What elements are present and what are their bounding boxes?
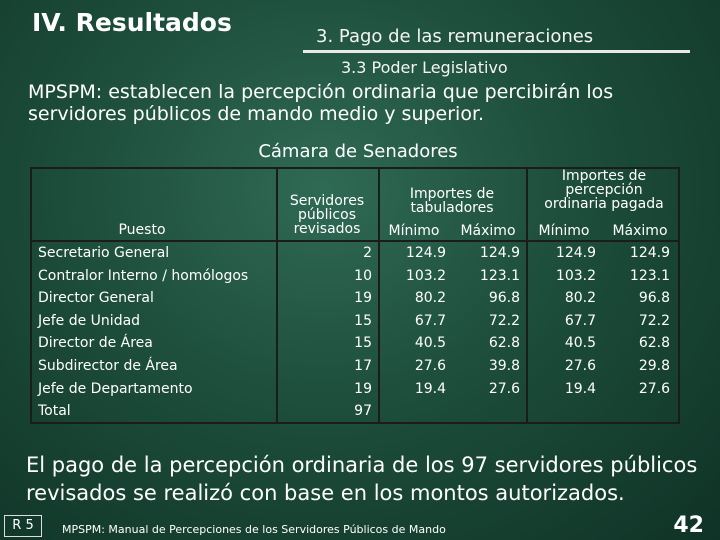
cell-pag-minimo: 40.5 <box>564 335 596 352</box>
header-tab-maximo: Máximo <box>460 223 516 239</box>
cell-tab-maximo: 62.8 <box>488 335 520 352</box>
cell-puesto: Contralor Interno / homólogos <box>38 267 249 284</box>
cell-pag-maximo: 124.9 <box>629 245 670 261</box>
cell-tab-minimo: 19.4 <box>414 380 446 397</box>
conclusion-paragraph: El pago de la percepción ordinaria de los 97 servidores públicos revisados se realizó con base en los montos autorizados. <box>26 453 698 505</box>
cell-servidores: 10 <box>354 267 372 284</box>
footnote: MPSPM: Manual de Percepciones de los Servidores Públicos de Mando <box>62 523 446 536</box>
cell-servidores: 15 <box>354 335 372 352</box>
cell-puesto: Jefe de Unidad <box>38 312 141 329</box>
header-servidores: Servidores públicos revisados <box>289 193 365 237</box>
remuneration-table <box>30 167 680 424</box>
cell-tab-maximo: 123.1 <box>479 267 520 284</box>
cell-tab-minimo: 40.5 <box>414 335 446 352</box>
table-border-right <box>678 167 680 424</box>
col-separator <box>526 167 528 424</box>
col-separator <box>378 167 380 424</box>
cell-tab-maximo: 72.2 <box>488 312 520 329</box>
cell-puesto: Director General <box>38 290 154 307</box>
cell-pag-maximo: 29.8 <box>638 358 670 374</box>
cell-tab-maximo: 39.8 <box>488 358 520 374</box>
cell-tab-minimo: 103.2 <box>405 267 446 284</box>
cell-tab-minimo: 124.9 <box>405 245 446 261</box>
cell-pag-maximo <box>600 400 670 422</box>
header-tabuladores: Importes de tabuladores <box>409 186 495 216</box>
header-tab-minimo: Mínimo <box>388 223 440 239</box>
cell-servidores: 97 <box>354 403 372 420</box>
title-divider <box>303 50 690 53</box>
cell-pag-maximo: 27.6 <box>638 380 670 397</box>
section-title: 3. Pago de las remuneraciones <box>316 26 594 47</box>
cell-puesto: Subdirector de Área <box>38 358 178 374</box>
cell-pag-maximo: 62.8 <box>638 335 670 352</box>
cell-tab-minimo: 27.6 <box>414 358 446 374</box>
cell-pag-maximo: 123.1 <box>629 267 670 284</box>
cell-pag-minimo: 27.6 <box>564 358 596 374</box>
header-pagada: Importes de percepción ordinaria pagada <box>544 168 664 212</box>
slide-title: IV. Resultados <box>32 8 232 37</box>
cell-pag-minimo: 103.2 <box>555 267 596 284</box>
col-separator <box>276 167 278 424</box>
cell-tab-maximo <box>450 400 520 422</box>
header-pag-maximo: Máximo <box>612 223 668 239</box>
cell-servidores: 17 <box>354 358 372 374</box>
cell-pag-minimo: 124.9 <box>555 245 596 261</box>
cell-pag-minimo <box>530 400 596 422</box>
cell-servidores: 19 <box>354 380 372 397</box>
cell-tab-minimo: 80.2 <box>414 290 446 307</box>
cell-tab-maximo: 124.9 <box>479 245 520 261</box>
subsection-title: 3.3 Poder Legislativo <box>341 58 508 77</box>
header-pag-minimo: Mínimo <box>538 223 590 239</box>
cell-puesto: Secretario General <box>38 245 170 261</box>
cell-tab-maximo: 27.6 <box>488 380 520 397</box>
intro-paragraph: MPSPM: establecen la percepción ordinaria que percibirán los servidores públicos de mando medio y superior. <box>28 81 614 125</box>
table-border-left <box>30 167 32 424</box>
header-puesto: Puesto <box>118 222 166 238</box>
cell-pag-minimo: 80.2 <box>564 290 596 307</box>
cell-puesto: Director de Área <box>38 335 153 352</box>
cell-puesto: Total <box>38 403 71 420</box>
cell-pag-minimo: 19.4 <box>564 380 596 397</box>
cell-pag-minimo: 67.7 <box>564 312 596 329</box>
cell-servidores: 19 <box>354 290 372 307</box>
cell-servidores: 2 <box>363 245 372 261</box>
cell-pag-maximo: 72.2 <box>638 312 670 329</box>
cell-pag-maximo: 96.8 <box>638 290 670 307</box>
table-caption: Cámara de Senadores <box>258 141 458 162</box>
table-border-bottom <box>30 422 680 424</box>
cell-puesto: Jefe de Departamento <box>38 380 193 397</box>
cell-tab-maximo: 96.8 <box>488 290 520 307</box>
cell-tab-minimo: 67.7 <box>414 312 446 329</box>
reference-label: R 5 <box>4 515 42 537</box>
cell-tab-minimo <box>382 400 446 422</box>
page-number: 42 <box>673 513 704 538</box>
cell-servidores: 15 <box>354 312 372 329</box>
